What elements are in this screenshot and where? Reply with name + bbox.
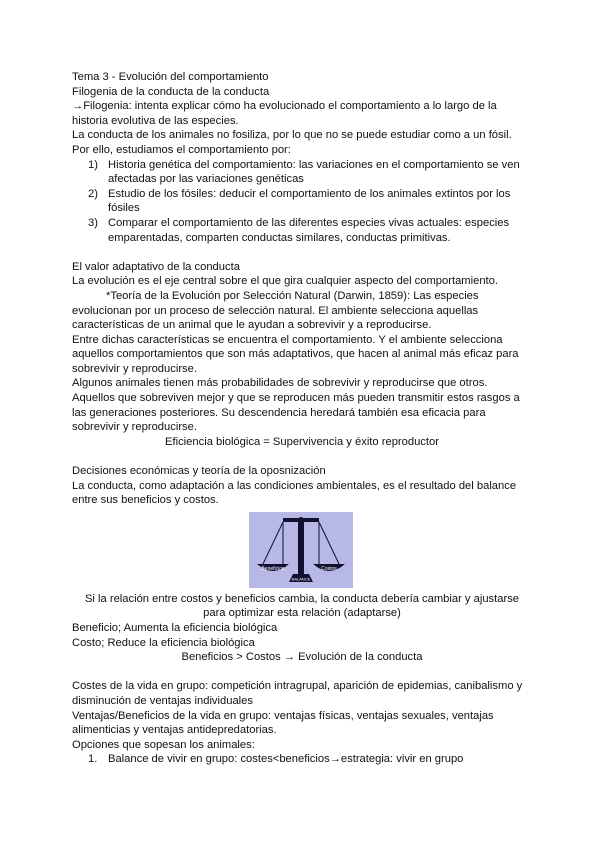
list-number: 2) (88, 187, 98, 200)
paragraph-line: Algunos animales tienen más probabilidades de sobrevivir y reproducirse que otros. (72, 377, 488, 390)
paragraph-line: Opciones que sopesan los animales: (72, 738, 255, 751)
paragraph-line: Ventajas/Beneficios de la vida en grupo: ventajas físicas, ventajas sexuales, ventajas (72, 709, 494, 722)
list-item-line: Balance de vivir en grupo: costes<beneficios→estrategia: vivir en grupo (108, 753, 464, 766)
balance-figure (72, 512, 532, 588)
document-page (72, 70, 532, 767)
formula-line: Eficiencia biológica = Supervivencia y éxito reproductor (165, 435, 439, 448)
paragraph-line: características de un animal que le ayudan a sobrevivir y a reproducirse. (72, 319, 432, 332)
paragraph-line: La conducta, como adaptación a las condiciones ambientales, es el resultado del balance (72, 479, 517, 492)
paragraph-line: Por ello, estudiamos el comportamiento por: (72, 143, 291, 156)
section-heading: Filogenia de la conducta de la conducta (72, 85, 270, 98)
scale-base-label: BALANCE (291, 576, 311, 582)
paragraph-line: sobrevivir y reproducirse. (72, 421, 197, 434)
paragraph-line: Aquellos que sobreviven mejor y que se reproducen más pueden transmitir estos rasgos a (72, 392, 520, 405)
list-item (72, 216, 532, 245)
paragraph-line: aquellos comportamientos que son más adaptativos, que hacen al animal más eficaz para (72, 348, 519, 361)
paragraph-line: La evolución es el eje central sobre el que gira cualquier aspecto del comportamiento. (72, 275, 498, 288)
paragraph-line: Costes de la vida en grupo: competición intragrupal, aparición de epidemias, canibalismo y (72, 680, 523, 693)
list-item (72, 752, 532, 767)
paragraph-line: →Filogenia: intenta explicar cómo ha evolucionado el comportamiento a lo largo de la (72, 100, 497, 113)
numbered-list (72, 752, 532, 767)
scale-left-label: Beneficios (261, 565, 285, 572)
list-number: 1) (88, 158, 98, 171)
section-heading: El valor adaptativo de la conducta (72, 260, 240, 273)
paragraph-line: disminución de ventajas individuales (72, 694, 253, 707)
paragraph-line: sobrevivir y reproducirse. (72, 362, 197, 375)
numbered-list (72, 158, 532, 246)
list-item (72, 158, 532, 187)
list-item (72, 187, 532, 216)
section-heading: Decisiones económicas y teoría de la oposnización (72, 465, 326, 478)
scale-right-label: Costos (321, 565, 337, 572)
paragraph-line: La conducta de los animales no fosiliza, por lo que no se puede estudiar como a un fósil. (72, 129, 512, 142)
paragraph-line: las generaciones posteriores. Su descendencia heredará también esa eficacia para (72, 406, 486, 419)
formula-line: Beneficios > Costos → Evolución de la conducta (181, 651, 423, 664)
paragraph-line: Beneficio; Aumenta la eficiencia biológica (72, 622, 278, 634)
paragraph-line: historia evolutiva de las especies. (72, 114, 239, 127)
list-item-line: emparentadas, comparten conductas similares, conductas primitivas. (108, 231, 451, 244)
paragraph-line: *Teoría de la Evolución por Selección Natural (Darwin, 1859): Las especies (106, 289, 479, 302)
paragraph-line: Costo; Reduce la eficiencia biológica (72, 636, 255, 649)
caption-line: para optimizar esta relación (adaptarse) (203, 607, 401, 620)
list-item-line: Estudio de los fósiles: deducir el comportamiento de los animales extintos por los (108, 187, 511, 200)
list-number: 3) (88, 216, 98, 229)
list-item-line: Comparar el comportamiento de las diferentes especies vivas actuales: especies (108, 216, 510, 229)
list-item-line: afectadas por las variaciones genéticas (108, 173, 304, 186)
list-number: 1. (88, 753, 98, 766)
list-item-line: fósiles (108, 202, 140, 215)
paragraph-line: entre sus beneficios y costos. (72, 494, 219, 507)
list-item-line: Historia genética del comportamiento: las variaciones en el comportamiento se ven (108, 158, 520, 171)
balance-scale-icon (249, 512, 353, 588)
paragraph-line: evolucionan por un proceso de selección natural. El ambiente selecciona aquellas (72, 304, 479, 317)
paragraph-line: alimenticias y ventajas antidepredatorias. (72, 724, 277, 737)
caption-line: Si la relación entre costos y beneficios cambia, la conducta debería cambiar y ajustarse (84, 592, 520, 605)
page-title: Tema 3 - Evolución del comportamiento (72, 71, 269, 83)
balance-scale-image (249, 512, 353, 588)
paragraph-line: Entre dichas características se encuentra el comportamiento. Y el ambiente selecciona (72, 333, 503, 346)
